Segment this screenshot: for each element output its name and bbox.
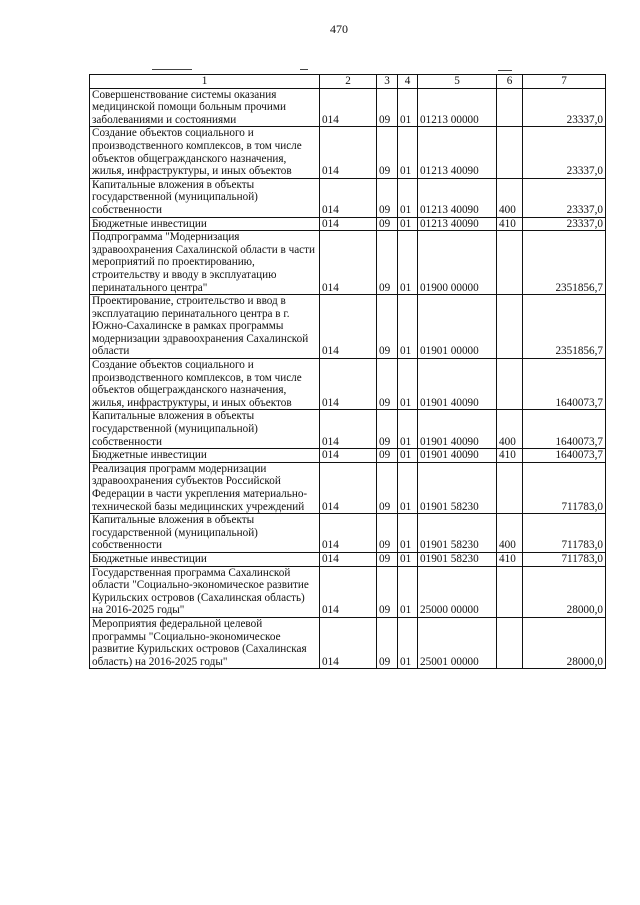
row-value-cell: 01213 40090 xyxy=(418,127,497,178)
row-value-cell: 01 xyxy=(398,88,418,127)
row-value-cell: 410 xyxy=(497,217,523,231)
row-name-cell: Мероприятия федеральной целевой программы "Социально-экономическое развитие Курильских островов (Сахалинская область) на 2016-2025 годы" xyxy=(90,617,320,668)
row-value-cell: 01901 58230 xyxy=(418,462,497,513)
row-value-cell: 711783,0 xyxy=(523,462,606,513)
row-value-cell: 01 xyxy=(398,566,418,617)
row-value-cell: 400 xyxy=(497,410,523,449)
row-value-cell: 01213 40090 xyxy=(418,178,497,217)
row-name-cell: Подпрограмма "Модернизация здравоохранения Сахалинской области в части мероприятий по проектированию, строительству и вводу в эксплуатацию перинатального центра" xyxy=(90,231,320,295)
row-value-cell: 711783,0 xyxy=(523,552,606,566)
row-name-cell: Капитальные вложения в объекты государственной (муниципальной) собственности xyxy=(90,514,320,553)
row-value-cell: 400 xyxy=(497,514,523,553)
row-value-cell: 09 xyxy=(377,514,398,553)
row-value-cell: 28000,0 xyxy=(523,617,606,668)
row-value-cell: 09 xyxy=(377,127,398,178)
column-header: 6 xyxy=(497,75,523,89)
row-value-cell: 01901 00000 xyxy=(418,295,497,359)
column-header: 7 xyxy=(523,75,606,89)
row-value-cell: 01 xyxy=(398,552,418,566)
row-value-cell: 01 xyxy=(398,462,418,513)
table-row xyxy=(90,178,606,217)
row-value-cell: 09 xyxy=(377,359,398,410)
row-value-cell: 25001 00000 xyxy=(418,617,497,668)
row-name-cell: Бюджетные инвестиции xyxy=(90,217,320,231)
row-value-cell: 014 xyxy=(320,462,377,513)
row-value-cell: 01901 40090 xyxy=(418,449,497,463)
row-value-cell: 01901 58230 xyxy=(418,552,497,566)
row-value-cell: 09 xyxy=(377,88,398,127)
row-value-cell: 09 xyxy=(377,566,398,617)
row-value-cell: 2351856,7 xyxy=(523,231,606,295)
row-value-cell: 711783,0 xyxy=(523,514,606,553)
row-value-cell xyxy=(497,462,523,513)
row-value-cell xyxy=(497,566,523,617)
row-value-cell: 410 xyxy=(497,449,523,463)
row-value-cell: 28000,0 xyxy=(523,566,606,617)
row-value-cell xyxy=(497,617,523,668)
row-name-cell: Реализация программ модернизации здравоохранения субъектов Российской Федерации в части укрепления материально-технической базы медицинских учреждений xyxy=(90,462,320,513)
row-value-cell: 014 xyxy=(320,566,377,617)
row-value-cell: 01900 00000 xyxy=(418,231,497,295)
row-value-cell xyxy=(497,127,523,178)
table-row xyxy=(90,295,606,359)
table-header-row xyxy=(90,75,606,89)
row-value-cell: 014 xyxy=(320,217,377,231)
row-name-cell: Капитальные вложения в объекты государственной (муниципальной) собственности xyxy=(90,178,320,217)
table-row xyxy=(90,462,606,513)
column-header: 4 xyxy=(398,75,418,89)
row-name-cell: Бюджетные инвестиции xyxy=(90,552,320,566)
row-value-cell: 1640073,7 xyxy=(523,359,606,410)
column-header: 5 xyxy=(418,75,497,89)
row-value-cell: 01 xyxy=(398,359,418,410)
row-value-cell: 410 xyxy=(497,552,523,566)
row-value-cell: 014 xyxy=(320,552,377,566)
row-value-cell: 2351856,7 xyxy=(523,295,606,359)
row-value-cell: 01213 40090 xyxy=(418,217,497,231)
row-value-cell: 01213 00000 xyxy=(418,88,497,127)
scan-mark xyxy=(152,69,192,70)
page-number: 470 xyxy=(330,22,348,36)
row-value-cell: 014 xyxy=(320,617,377,668)
table-row xyxy=(90,410,606,449)
row-value-cell: 014 xyxy=(320,359,377,410)
column-header: 2 xyxy=(320,75,377,89)
budget-table xyxy=(89,74,606,669)
row-value-cell: 014 xyxy=(320,410,377,449)
row-name-cell: Бюджетные инвестиции xyxy=(90,449,320,463)
row-value-cell: 01 xyxy=(398,178,418,217)
row-value-cell: 1640073,7 xyxy=(523,449,606,463)
row-value-cell: 09 xyxy=(377,462,398,513)
scan-mark xyxy=(498,70,512,71)
table-row xyxy=(90,566,606,617)
row-value-cell: 01 xyxy=(398,617,418,668)
column-header: 1 xyxy=(90,75,320,89)
row-value-cell: 09 xyxy=(377,178,398,217)
row-value-cell: 014 xyxy=(320,88,377,127)
table-row xyxy=(90,449,606,463)
row-value-cell: 25000 00000 xyxy=(418,566,497,617)
row-value-cell xyxy=(497,231,523,295)
row-value-cell xyxy=(497,359,523,410)
row-value-cell: 01901 58230 xyxy=(418,514,497,553)
row-value-cell: 014 xyxy=(320,295,377,359)
table-row xyxy=(90,231,606,295)
row-value-cell: 01901 40090 xyxy=(418,359,497,410)
row-value-cell xyxy=(497,295,523,359)
table-row xyxy=(90,88,606,127)
row-value-cell: 09 xyxy=(377,617,398,668)
row-name-cell: Совершенствование системы оказания медицинской помощи больным прочими заболеваниями и состояниями xyxy=(90,88,320,127)
row-value-cell: 23337,0 xyxy=(523,178,606,217)
row-value-cell: 01 xyxy=(398,410,418,449)
row-value-cell: 09 xyxy=(377,410,398,449)
row-name-cell: Создание объектов социального и производственного комплексов, в том числе объектов общегражданского назначения, жилья, инфраструктуры, и иных объектов xyxy=(90,127,320,178)
row-value-cell: 09 xyxy=(377,449,398,463)
table-row xyxy=(90,217,606,231)
table-row xyxy=(90,127,606,178)
row-name-cell: Проектирование, строительство и ввод в эксплуатацию перинатального центра в г. Южно-Сахалинске в рамках программы модернизации здравоохранения Сахалинской области xyxy=(90,295,320,359)
row-value-cell: 23337,0 xyxy=(523,127,606,178)
row-value-cell: 09 xyxy=(377,552,398,566)
row-value-cell: 1640073,7 xyxy=(523,410,606,449)
row-value-cell: 01 xyxy=(398,295,418,359)
row-name-cell: Государственная программа Сахалинской области "Социально-экономическое развитие Курильских островов (Сахалинская область) на 2016-2025 годы" xyxy=(90,566,320,617)
table-row xyxy=(90,514,606,553)
row-value-cell: 014 xyxy=(320,178,377,217)
table-row xyxy=(90,552,606,566)
row-value-cell: 23337,0 xyxy=(523,88,606,127)
row-value-cell: 23337,0 xyxy=(523,217,606,231)
row-name-cell: Капитальные вложения в объекты государственной (муниципальной) собственности xyxy=(90,410,320,449)
row-name-cell: Создание объектов социального и производственного комплексов, в том числе объектов общегражданского назначения, жилья, инфраструктуры, и иных объектов xyxy=(90,359,320,410)
row-value-cell: 01 xyxy=(398,231,418,295)
row-value-cell: 014 xyxy=(320,231,377,295)
row-value-cell: 01 xyxy=(398,217,418,231)
scan-mark xyxy=(300,69,308,70)
row-value-cell: 014 xyxy=(320,449,377,463)
table-row xyxy=(90,617,606,668)
column-header: 3 xyxy=(377,75,398,89)
row-value-cell: 014 xyxy=(320,127,377,178)
row-value-cell: 09 xyxy=(377,231,398,295)
row-value-cell: 01 xyxy=(398,127,418,178)
row-value-cell: 014 xyxy=(320,514,377,553)
row-value-cell: 01 xyxy=(398,449,418,463)
row-value-cell xyxy=(497,88,523,127)
row-value-cell: 400 xyxy=(497,178,523,217)
row-value-cell: 01 xyxy=(398,514,418,553)
row-value-cell: 09 xyxy=(377,295,398,359)
row-value-cell: 01901 40090 xyxy=(418,410,497,449)
row-value-cell: 09 xyxy=(377,217,398,231)
table-row xyxy=(90,359,606,410)
